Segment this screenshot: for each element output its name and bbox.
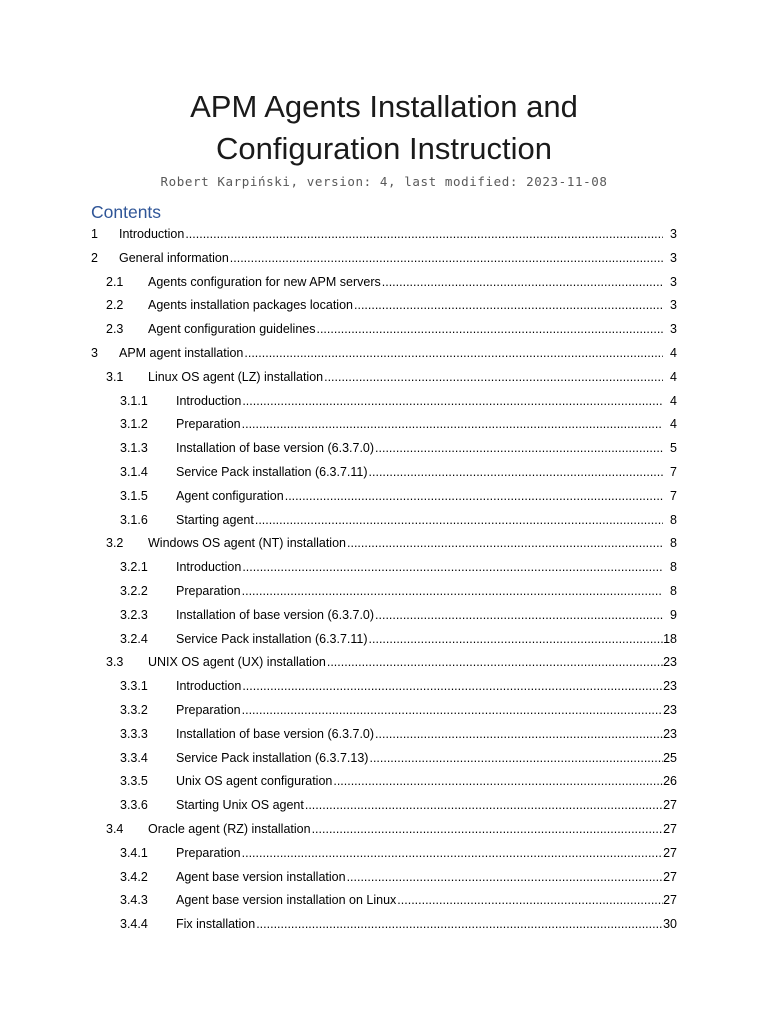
toc-entry[interactable] (91, 223, 677, 247)
toc-entry-title[interactable]: UNIX OS agent (UX) installation (148, 655, 326, 670)
toc-entry[interactable] (91, 247, 677, 271)
toc-dot-leader (346, 532, 663, 556)
toc-entry-page-number: 4 (670, 345, 677, 360)
toc-entry[interactable] (91, 723, 677, 747)
toc-entry[interactable] (91, 437, 677, 461)
toc-dot-leader (254, 509, 663, 533)
toc-entry-page-number: 27 (663, 821, 677, 836)
toc-dot-leader (241, 842, 663, 866)
toc-entry-page-number: 4 (670, 393, 677, 408)
toc-dot-leader (229, 247, 663, 271)
toc-entry-number: 2.1 (106, 274, 124, 289)
toc-dot-leader (243, 342, 663, 366)
toc-entry-number: 3.1.5 (120, 488, 148, 503)
toc-entry-page-number: 27 (663, 869, 677, 884)
toc-entry-page-number: 3 (670, 274, 677, 289)
toc-entry-number: 3.4.3 (120, 893, 148, 908)
toc-entry-number: 3.3.1 (120, 679, 148, 694)
toc-entry-title[interactable]: Preparation (176, 583, 241, 598)
toc-entry[interactable] (91, 770, 677, 794)
toc-entry-page-number: 7 (670, 464, 677, 479)
document-title-line-1: APM Agents Installation and (190, 89, 578, 124)
toc-dot-leader (284, 485, 663, 509)
toc-dot-leader (326, 651, 663, 675)
toc-entry-page-number: 8 (670, 536, 677, 551)
toc-entry[interactable] (91, 532, 677, 556)
toc-entry-page-number: 8 (670, 560, 677, 575)
toc-entry-title[interactable]: Introduction (176, 679, 242, 694)
toc-entry-number: 3.4.1 (120, 845, 148, 860)
toc-entry-page-number: 3 (670, 250, 677, 265)
table-of-contents (91, 223, 677, 937)
toc-entry-title[interactable]: Preparation (176, 845, 241, 860)
toc-entry-page-number: 4 (670, 369, 677, 384)
toc-dot-leader (332, 770, 663, 794)
toc-dot-leader (241, 580, 663, 604)
toc-entry[interactable] (91, 913, 677, 937)
toc-entry-title[interactable]: Fix installation (176, 917, 256, 932)
toc-entry-title[interactable]: Introduction (176, 560, 242, 575)
toc-entry[interactable] (91, 461, 677, 485)
document-title-line-2: Configuration Instruction (215, 131, 553, 166)
toc-entry-page-number: 30 (663, 917, 677, 932)
toc-entry-title[interactable]: Installation of base version (6.3.7.0) (176, 441, 375, 456)
toc-entry-number: 3.3.2 (120, 702, 148, 717)
toc-dot-leader (374, 437, 663, 461)
toc-entry-page-number: 27 (663, 798, 677, 813)
toc-entry-title[interactable]: Starting Unix OS agent (176, 798, 304, 813)
toc-entry[interactable] (91, 485, 677, 509)
toc-entry-title[interactable]: Linux OS agent (LZ) installation (148, 369, 324, 384)
toc-entry-number: 3.2.3 (120, 607, 148, 622)
toc-entry[interactable] (91, 366, 677, 390)
toc-entry[interactable] (91, 413, 677, 437)
toc-entry-page-number: 23 (663, 726, 677, 741)
toc-entry-page-number: 8 (670, 512, 677, 527)
toc-entry-title[interactable]: Agent base version installation (176, 869, 346, 884)
toc-entry-number: 2.2 (106, 298, 124, 313)
toc-entry[interactable] (91, 271, 677, 295)
toc-entry[interactable] (91, 651, 677, 675)
toc-entry-number: 3.1.3 (120, 441, 148, 456)
toc-entry[interactable] (91, 699, 677, 723)
toc-entry-title[interactable]: Installation of base version (6.3.7.0) (176, 726, 375, 741)
toc-entry-title[interactable]: Service Pack installation (6.3.7.13) (176, 750, 369, 765)
toc-entry-number: 3.1.6 (120, 512, 148, 527)
toc-entry-title[interactable]: Agent configuration (176, 488, 284, 503)
toc-entry-title[interactable]: Starting agent (176, 512, 254, 527)
toc-entry-page-number: 5 (670, 441, 677, 456)
toc-entry-number: 3.2.2 (120, 583, 148, 598)
toc-entry[interactable] (91, 556, 677, 580)
toc-entry-page-number: 23 (663, 655, 677, 670)
toc-entry[interactable] (91, 889, 677, 913)
toc-entry-number: 3.4.2 (120, 869, 148, 884)
toc-dot-leader (241, 390, 663, 414)
toc-entry-title[interactable]: Oracle agent (RZ) installation (148, 821, 311, 836)
toc-entry-page-number: 3 (670, 227, 677, 241)
toc-entry-page-number: 3 (670, 298, 677, 313)
toc-dot-leader (381, 271, 663, 295)
toc-entry-title[interactable]: Unix OS agent configuration (176, 774, 333, 789)
toc-entry-title[interactable]: General information (119, 250, 229, 265)
toc-entry-title[interactable]: APM agent installation (119, 345, 244, 360)
toc-entry[interactable] (91, 294, 677, 318)
toc-entry-number: 3.3.5 (120, 774, 148, 789)
toc-entry-page-number: 26 (663, 774, 677, 789)
toc-entry-title[interactable]: Service Pack installation (6.3.7.11) (176, 464, 368, 479)
toc-entry-number: 3.2.4 (120, 631, 148, 646)
toc-entry-number: 3.1.2 (120, 417, 148, 432)
toc-entry-page-number: 25 (663, 750, 677, 765)
toc-entry-page-number: 7 (670, 488, 677, 503)
toc-dot-leader (374, 723, 663, 747)
toc-entry-number: 3.1 (106, 369, 124, 384)
toc-dot-leader (353, 294, 663, 318)
toc-dot-leader (396, 889, 663, 913)
toc-entry-title[interactable]: Preparation (176, 417, 241, 432)
toc-entry-number: 3.3 (106, 655, 124, 670)
toc-entry-number: 2.3 (106, 322, 124, 337)
toc-entry-page-number: 3 (670, 322, 677, 337)
toc-entry[interactable] (91, 604, 677, 628)
toc-entry-number: 3 (91, 345, 98, 360)
toc-entry-number: 3.3.3 (120, 726, 148, 741)
toc-entry-number: 3.1.4 (120, 464, 148, 479)
contents-heading: Contents (91, 202, 162, 222)
toc-entry-title[interactable]: Agent base version installation on Linux (176, 893, 397, 908)
toc-entry-number: 3.3.4 (120, 750, 148, 765)
toc-dot-leader (368, 461, 663, 485)
toc-entry[interactable] (91, 390, 677, 414)
document-subtitle: Robert Karpiński, version: 4, last modified: 2023-11-08 (160, 174, 608, 189)
toc-entry-number: 3.1.1 (120, 393, 148, 408)
toc-dot-leader (255, 913, 663, 937)
toc-entry-title[interactable]: Introduction (176, 393, 242, 408)
toc-entry[interactable] (91, 318, 677, 342)
toc-entry[interactable] (91, 509, 677, 533)
toc-dot-leader (346, 866, 663, 890)
toc-dot-leader (311, 818, 663, 842)
toc-entry-page-number: 4 (670, 417, 677, 432)
toc-entry-number: 1 (91, 227, 98, 241)
toc-dot-leader (304, 794, 663, 818)
toc-entry[interactable] (91, 866, 677, 890)
toc-entry-title[interactable]: Introduction (119, 227, 185, 241)
toc-entry-page-number: 23 (663, 702, 677, 717)
toc-entry-page-number: 27 (663, 893, 677, 908)
toc-entry[interactable] (91, 580, 677, 604)
toc-entry-title[interactable]: Service Pack installation (6.3.7.11) (176, 631, 368, 646)
toc-dot-leader (374, 604, 663, 628)
toc-dot-leader (241, 556, 663, 580)
toc-dot-leader (184, 223, 663, 247)
toc-dot-leader (368, 628, 663, 652)
toc-entry-title[interactable]: Agents installation packages location (148, 298, 353, 313)
toc-dot-leader (315, 318, 663, 342)
toc-dot-leader (241, 675, 663, 699)
toc-entry[interactable] (91, 842, 677, 866)
toc-entry-number: 3.2.1 (120, 560, 148, 575)
toc-entry-number: 3.3.6 (120, 798, 148, 813)
toc-entry-number: 3.4.4 (120, 917, 148, 932)
toc-entry[interactable] (91, 818, 677, 842)
toc-entry-number: 2 (91, 250, 98, 265)
toc-entry-page-number: 9 (670, 607, 677, 622)
toc-entry-number: 3.4 (106, 821, 124, 836)
toc-entry[interactable] (91, 794, 677, 818)
toc-entry-page-number: 8 (670, 583, 677, 598)
toc-dot-leader (241, 699, 663, 723)
document-title-block (0, 86, 768, 189)
toc-entry-page-number: 23 (663, 679, 677, 694)
toc-entry-title[interactable]: Installation of base version (6.3.7.0) (176, 607, 375, 622)
toc-entry[interactable] (91, 747, 677, 771)
toc-entry-title[interactable]: Agent configuration guidelines (148, 322, 316, 337)
toc-entry-page-number: 27 (663, 845, 677, 860)
toc-dot-leader (241, 413, 663, 437)
toc-entry-title[interactable]: Windows OS agent (NT) installation (148, 536, 346, 551)
toc-entry-title[interactable]: Preparation (176, 702, 241, 717)
toc-entry-page-number: 18 (663, 631, 677, 646)
toc-entry-number: 3.2 (106, 536, 124, 551)
toc-entry[interactable] (91, 342, 677, 366)
toc-entry[interactable] (91, 628, 677, 652)
toc-dot-leader (323, 366, 663, 390)
toc-dot-leader (368, 747, 663, 771)
toc-entry-title[interactable]: Agents configuration for new APM servers (148, 274, 381, 289)
toc-entry[interactable] (91, 675, 677, 699)
